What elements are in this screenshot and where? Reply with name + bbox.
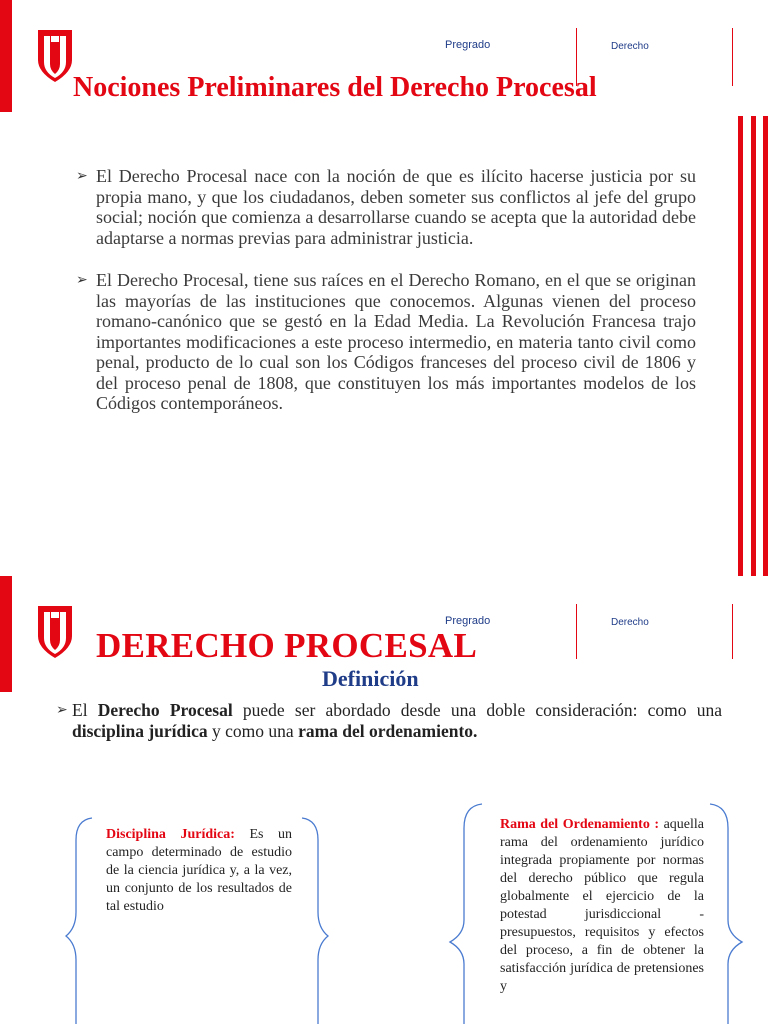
intro-text: El (72, 700, 98, 720)
arrow-bullet-icon: ➢ (56, 702, 68, 718)
box-heading: Rama del Ordenamiento : (500, 817, 660, 832)
box-heading: Disciplina Jurídica: (106, 827, 235, 842)
intro-text: puede ser abordado desde una doble consideración: como una (232, 700, 723, 720)
university-shield-logo (38, 606, 72, 658)
bullet-list (76, 166, 696, 414)
list-item (76, 270, 696, 414)
slide-derecho-procesal (0, 576, 768, 1024)
header-divider (732, 28, 733, 86)
list-item (56, 700, 722, 742)
right-brace-icon (298, 816, 330, 1024)
intro-text: y como una (207, 721, 299, 741)
intro-bold: rama del ordenamiento. (298, 721, 478, 741)
rama-ordenamiento-box (500, 816, 704, 996)
right-stripes-decoration (738, 116, 768, 576)
intro-bold: disciplina jurídica (72, 721, 208, 741)
left-brace-icon (64, 816, 96, 1024)
box-body: aquella rama del ordenamiento jurídico integrada propiamente por normas del derecho público que regula globalmente el ejercicio de la potestad jurisdiccional - presupuestos, requisitos y efectos del proceso, a fin de obtener la satisfacción jurídica de pretensiones y (500, 817, 705, 994)
slide-title: Nociones Preliminares del Derecho Procesal (73, 72, 597, 103)
arrow-bullet-icon: ➢ (76, 272, 88, 288)
header-pregrado: Pregrado (445, 615, 491, 627)
intro-bold: Derecho Procesal (97, 700, 233, 720)
right-brace-icon (706, 802, 746, 1024)
header-pregrado: Pregrado (445, 39, 491, 51)
disciplina-juridica-box (106, 826, 292, 916)
arrow-bullet-icon: ➢ (76, 168, 88, 184)
left-accent-bar (0, 0, 12, 112)
bullet-list (56, 700, 722, 742)
left-brace-icon (446, 802, 486, 1024)
bullet-text: El Derecho Procesal nace con la noción de que es ilícito hacerse justicia por su propia mano, y que los ciudadanos, deben someter sus conflictos al jefe del grupo social; noción que comienza a desarrollarse cuando se acepta que la autoridad debe adaptarse a normas previas para administrar justicia. (96, 166, 696, 248)
university-shield-logo (38, 30, 72, 82)
slide-subtitle: Definición (322, 666, 419, 691)
list-item (76, 166, 696, 248)
bullet-text: El Derecho Procesal, tiene sus raíces en el Derecho Romano, en el que se originan las mayorías de las instituciones que conocemos. Algunas vienen del proceso romano-canónico que se gestó en la Edad Media. La Revolución Francesa trajo importantes modificaciones a este proceso intermedio, en materia tanto civil como penal, producto de lo cual son los Códigos franceses del proceso civil de 1806 y del proceso penal de 1808, que constituyen los más importantes modelos de los Códigos contemporáneos. (96, 270, 696, 413)
header-derecho: Derecho (611, 41, 649, 52)
box-body: Es un campo determinado de estudio de la ciencia jurídica y, a la vez, un conjunto de los resultados de tal estudio (106, 827, 292, 914)
header-derecho: Derecho (611, 617, 649, 628)
left-accent-bar (0, 576, 12, 692)
slide-title: DERECHO PROCESAL (96, 626, 478, 665)
header-divider (732, 604, 733, 659)
